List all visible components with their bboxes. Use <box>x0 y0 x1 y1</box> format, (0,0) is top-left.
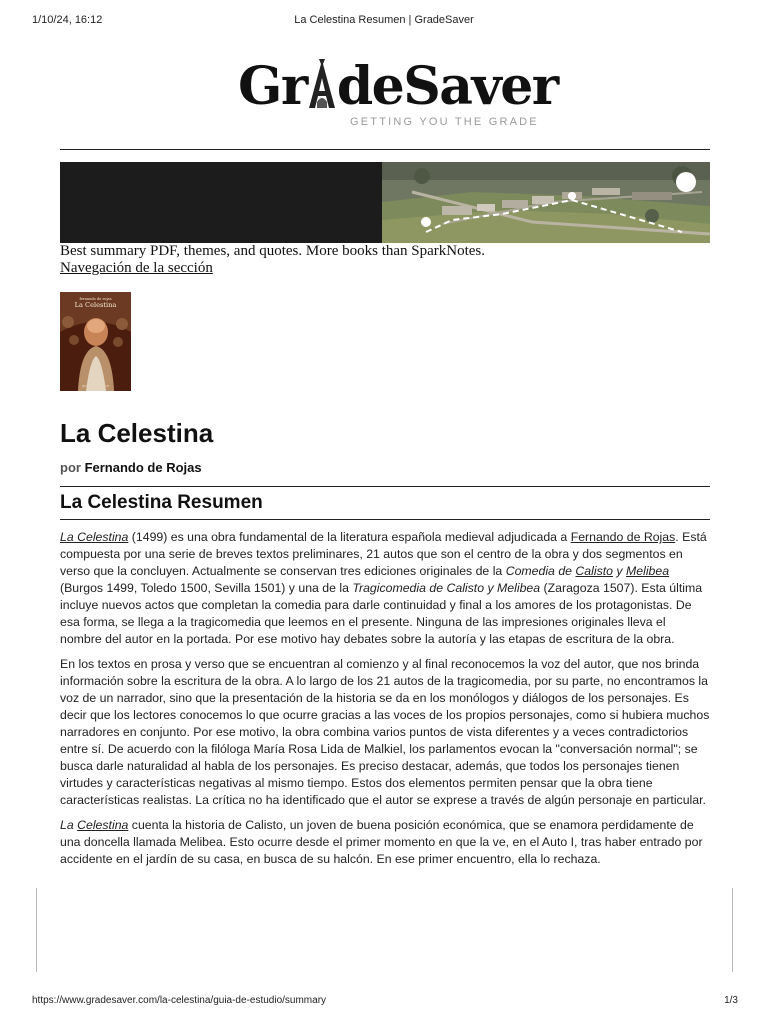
cover-publisher: gramática piedr <box>81 384 110 388</box>
calisto-link[interactable]: Calisto <box>575 564 614 578</box>
print-page-title: La Celestina Resumen | GradeSaver <box>294 14 474 26</box>
celestina-link[interactable]: Celestina <box>77 818 129 832</box>
byline-prefix: por <box>60 460 81 475</box>
logo-tagline: GETTING YOU THE GRADE <box>350 116 539 128</box>
print-date: 1/10/24, 16:12 <box>32 14 103 26</box>
melibea-link[interactable]: Melibea <box>626 564 670 578</box>
gradesaver-logo[interactable] <box>238 56 558 130</box>
section-navigation-link[interactable]: Navegación de la sección <box>60 260 213 276</box>
author-link[interactable]: Fernando de Rojas <box>84 460 202 475</box>
cover-title: La Celestina <box>74 301 117 309</box>
aerial-photo <box>382 162 710 243</box>
summary-paragraph-2: En los textos en prosa y verso que se encuentran al comienzo y al final reconocemos la voz del autor, que nos brinda información sobre la escritura de la obra. A lo largo de los 21 autos de la tragicomedia, por su parte, no encontramos la voz de un narrador, sino que la presentación de la historia se da en los monólogos y diálogos de los personajes. Es decir que los lectores conocemos lo que ocurre gracias a las voces de los propios personajes, como si hubiera muchos narradores en conjunto. Por ese motivo, la obra combina varios puntos de vista diferentes y a veces contradictorios entre sí. De acuerdo con la filóloga María Rosa Lida de Malkiel, los parlamentos evocan la "conversación normal"; se busca darle naturalidad al habla de los personajes. Es preciso destacar, además, que todos los personajes tienen virtudes y características negativas al mismo tiempo. Estos dos elementos permiten pensar que la obra tiene características realistas. La crítica no ha identificado que el autor se exprese a través de algún personaje en particular. <box>60 657 710 807</box>
summary-paragraph-1: La Celestina (1499) es una obra fundamental de la literatura española medieval adjudicada a Fernando de Rojas. Está compuesta por una serie de breves textos preliminares, 21 autos que son el centro de la obra y dos segmentos en verso que la concluyen. Actualmente se conservan tres ediciones originales de la Comedia de Calisto y Melibea (Burgos 1499, Toledo 1500, Sevilla 1501) y una de la Tragicomedia de Calisto y Melibea (Zaragoza 1507). Esta última incluye nuevos actos que completan la comedia para darle continuidad y final a los amores de los protagonistas. De esa forma, se llega a la tragicomedia que leemos en el presente. Ninguna de las impresiones originales lleva el nombre del autor en la portada. Por ese motivo hay debates sobre la autoría y las etapas de escritura de la obra. <box>60 530 707 646</box>
embed-frame-left-edge <box>36 888 37 972</box>
byline <box>60 460 202 475</box>
author-inline-link[interactable]: Fernando de Rojas <box>570 530 676 544</box>
section-divider-top <box>60 486 710 487</box>
promo-section <box>60 243 485 277</box>
advertisement-banner[interactable] <box>60 162 710 243</box>
book-cover-image[interactable] <box>60 292 131 391</box>
section-title: La Celestina Resumen <box>60 492 263 513</box>
logo-wordmark: Gr deSaver <box>238 56 558 117</box>
embed-frame-right-edge <box>732 888 733 972</box>
print-page-number: 1/3 <box>724 995 738 1006</box>
logo-a-figure <box>307 58 337 108</box>
print-footer <box>0 995 768 1009</box>
cover-author: fernando de rojas <box>79 297 112 301</box>
book-title: La Celestina <box>60 418 214 448</box>
summary-paragraph-3: La Celestina cuenta la historia de Calisto, un joven de buena posición económica, que se enamora perdidamente de una doncella llamada Melibea. Esto ocurre desde el primer momento en que la ve, en el Auto I, tras haber entrado por accidente en el jardín de su casa, en busca de su halcón. En ese primer encuentro, ella lo rechaza. <box>60 818 703 866</box>
print-header <box>0 14 768 30</box>
header-divider <box>60 149 710 150</box>
print-url: https://www.gradesaver.com/la-celestina/guia-de-estudio/summary <box>32 995 327 1006</box>
promo-text: Best summary PDF, themes, and quotes. More books than SparkNotes. <box>60 243 486 259</box>
book-title-link[interactable]: La Celestina <box>60 530 129 544</box>
summary-text <box>60 529 710 887</box>
section-divider-bottom <box>60 519 710 520</box>
